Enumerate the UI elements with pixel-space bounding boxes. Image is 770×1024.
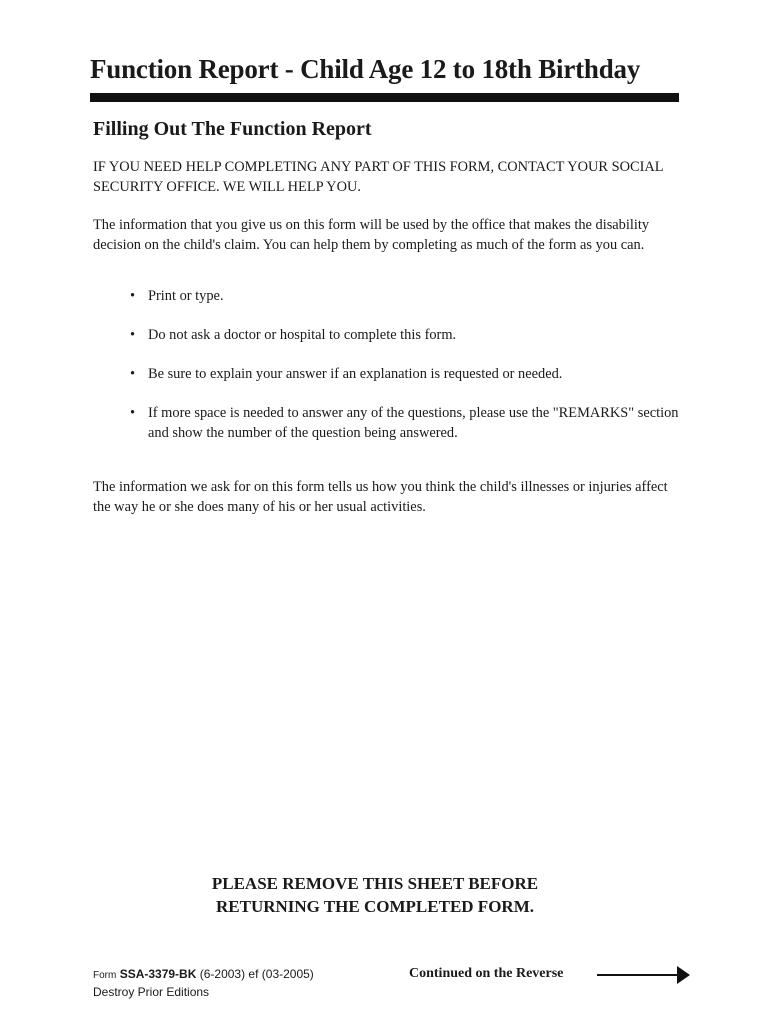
closing-paragraph: The information we ask for on this form tells us how you think the child's illnesses or injuries affect the way he or she does many of his or her usual activities. [93,479,668,515]
list-item-text: Print or type. [148,288,224,304]
bullet-icon: • [130,288,136,304]
list-item [128,325,688,345]
bullet-icon: • [130,366,136,382]
bullet-icon: • [130,405,136,421]
destroy-note: Destroy Prior Editions [93,985,210,999]
section-heading: Filling Out The Function Report [93,118,372,140]
list-item-text: Do not ask a doctor or hospital to complete this form. [148,327,457,343]
title-rule [90,93,679,102]
form-edition: (6-2003) ef (03-2005) [199,967,314,981]
list-item-text: Be sure to explain your answer if an explanation is requested or needed. [148,366,563,382]
info-paragraph: The information that you give us on this form will be used by the office that makes the disability decision on the child's claim. You can help them by completing as much of the form as you can. [93,217,650,253]
page-title: Function Report - Child Age 12 to 18th Birthday [90,54,641,84]
form-identifier [93,966,314,1000]
remove-notice-line: PLEASE REMOVE THIS SHEET BEFORE [211,874,539,893]
arrow-right-icon [597,963,691,987]
form-label: Form [93,970,117,981]
list-item-text: If more space is needed to answer any of the questions, please use the "REMARKS" section and show the number of the question being answered. [148,405,679,441]
bullet-icon: • [130,327,136,343]
continued-label: Continued on the Reverse [409,966,564,981]
instruction-list [128,286,688,462]
remove-sheet-notice [175,872,575,918]
remove-notice-line: RETURNING THE COMPLETED FORM. [216,897,534,916]
list-item [128,286,688,306]
form-number: SSA-3379-BK [119,967,197,981]
list-item [128,364,688,384]
list-item [128,403,688,443]
help-notice: IF YOU NEED HELP COMPLETING ANY PART OF THIS FORM, CONTACT YOUR SOCIAL SECURITY OFFICE. WE WILL HELP YOU. [93,159,664,195]
